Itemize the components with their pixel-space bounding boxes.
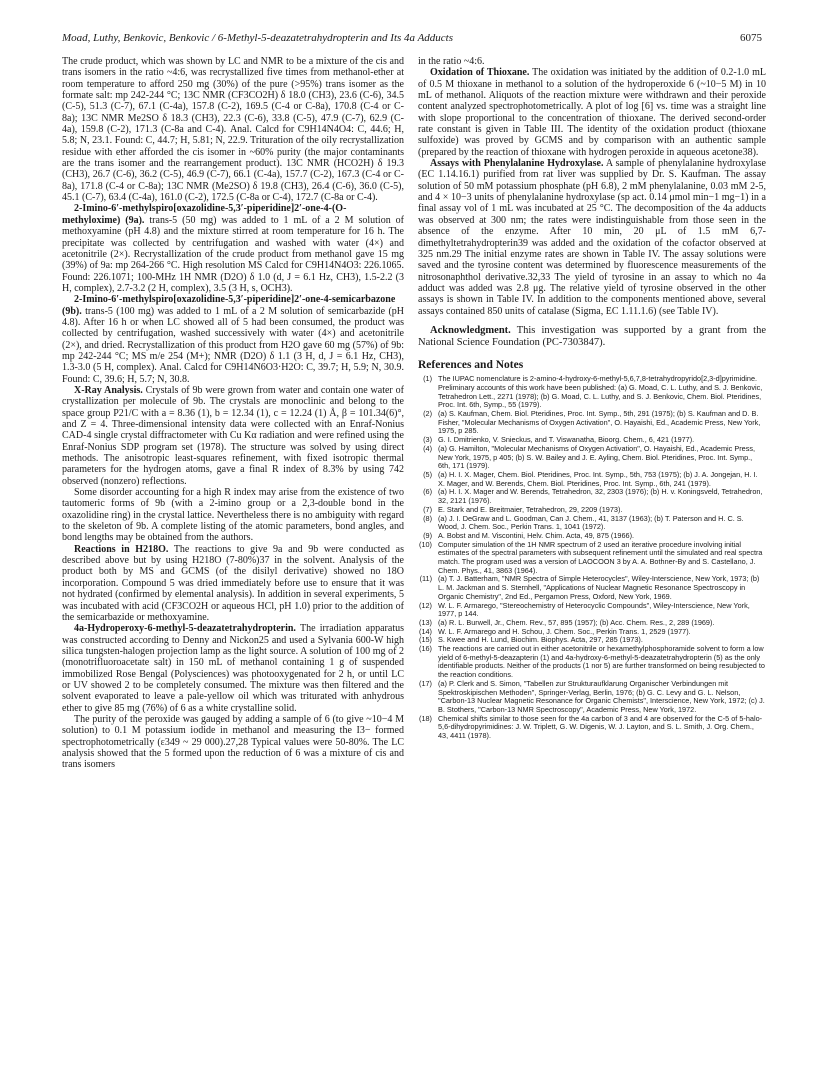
reference-item: (16) The reactions are carried out in either acetonitrile or hexamethylphosphoramide solvent to form a low yield of 6-methyl-5-deazapterin (1) and 4a-hydroxy-6-methyl-5-deazatetrahydropterin (5) as the only identifiable products. Neither of the products (1 nor 5) are further transformed on being resubjected to the reaction conditions. [419, 644, 765, 680]
paragraph: in the ratio ~4:6. [418, 56, 485, 67]
reference-item: (6) (a) H. I. X. Mager and W. Berends, Tetrahedron, 32, 2303 (1976); (b) H. v. Koningsveld, Tetrahedron, 32, 2121 (1976). [423, 487, 763, 506]
reference-item: (11) (a) T. J. Batterham, "NMR Spectra of Simple Heterocycles", Wiley-Interscience, New York, 1973; (b) L. M. Jackman and S. Sternhell, "Applications of Nuclear Magnetic Resonance Spectroscopy in Organic Chemistry", 2nd Ed., Pergamon Press, Oxford, New York, 1969. [419, 574, 760, 601]
reference-item: (14) W. L. F. Armarego and H. Schou, J. Chem. Soc., Perkin Trans. 1, 2529 (1977). [419, 626, 691, 636]
section-heading: 2-Imino-6′-methylspiro[oxazolidine-5,3′-piperidine]2′-one-4-(O-methyloxime) (9a). [62, 203, 347, 226]
section-heading: 2-Imino-6′-methylspiro[oxazolidine-5,3′-piperidine]2′-one-4-semicarbazone (9b). [62, 294, 396, 317]
reference-item: (4) (a) G. Hamilton, "Molecular Mechanisms of Oxygen Activation", O. Hayaishi, Ed., Academic Press, New York, 1975, p 405; (b) S. W. Bailey and J. E. Ayling, Chem. Biol. Pteridines, Proc. Int. Symp., 6th, 171 (1979). [423, 443, 756, 471]
reference-item: (10) Computer simulation of the 1H NMR spectrum of 2 used an iterative procedure involving initial estimates of the spectral parameters with subsequent refinement until the simulated and real spectra match. The program used was a version of LAOCOON 3 by A. A. Bothner-By and S. Castellano, J. Chem. Phys., 41, 3863 (1964). [419, 539, 763, 575]
page-header [62, 32, 762, 44]
references-list [418, 375, 766, 741]
paragraph: Some disorder accounting for a high R index may arise from the existence of two tautomeric forms of 9b (with a 2-imino group or a 2,3-double bond in the oxazolidine ring) in the crystal lattice. Nevertheless there is no ambiguity with regard to the skeleton of 9b. A complete listing of the atomic parameters, bond angles, and bond lengths may be obtained from the authors. [62, 487, 404, 544]
paragraph: The crude product, which was shown by LC and NMR to be a mixture of the cis and trans isomers in the ratio ~4:6, was recrystallized five times from methanol-ether at room temperature to afford 250 mg (30%) of the pure (>95%) trans isomer as the formate salt: mp 242-244 °C; 13C NMR (CF3CO2H) δ 18.0 (CH3), 23.6 (C-6), 34.5 (C-5), 51.3 (C-7), 67.1 (C-4a), 157.8 (C-2), 169.5 (C-4 or C-8a), 170.8 (C-4 or C-8a); 13C NMR Me2SO δ 18.3 (CH3), 22.3 (C-6), 33.8 (C-5), 47.9 (C-7), 62.9 (C-4a), 159.8 (C-2), 171.3 (C-8a and C-4). Anal. Calcd for C9H14N4O4: C, 44.6; H, 5.8; N, 23.1. Found: C, 44.7; H, 5.81; N, 22.9. Trituration of the oily recrystallization residue with ether afforded the cis isomer in ~60% purity (the major contaminants are the trans isomer and the rearrangement product). 13C NMR (HCO2H) δ 19.3 (CH3), 26.7 (C-6), 36.2 (C-5), 46.9 (C-7), 66.1 (C-4a), 157.7 (C-2), 167.3 (C-4 or C-8a), 171.8 (C-4 or C-8a); 13C NMR (Me2SO) δ 19.8 (CH3), 26.4 (C-6), 36.0 (C-5), 45.1 (C-7), 63.4 (C-4a), 161.0 (C-2), 172.5 (C-8a or C-4), 172.7 (C-8a or C-4). [62, 56, 404, 204]
paragraph: Reactions in H218O. The reactions to give 9a and 9b were conducted as described above but by using H218O (7-80%)37 in the solvent. Analysis of the product both by MS and GCMS (of the disilyl derivative) showed no 18O incorporation. Compound 5 was dried immediately before use to ensure that it was not hydrated (confirmed by elemental analysis). In addition in several experiments, 5 was incubated with acid (CF3CO2H or aqueous HCl, pH 1.0) prior to the addition of the semicarbazide or methoxyamine. [62, 543, 405, 623]
left-column [62, 56, 404, 771]
reference-item: (7) E. Stark and E. Breitmaier, Tetrahedron, 29, 2209 (1973). [423, 504, 623, 514]
reference-item: (8) (a) J. I. DeGraw and L. Goodman, Can J. Chem., 41, 3137 (1963); (b) T. Paterson and H. C. S. Wood, J. Chem. Soc., Perkin Trans. 1, 1041 (1972). [423, 513, 744, 532]
paragraph: 2-Imino-6′-methylspiro[oxazolidine-5,3′-piperidine]2′-one-4-(O-methyloxime) (9a). trans-5 (50 mg) was added to 1 mL of a 2 M solution of methoxyamine (pH 4.8) and the mixture stirred at room temperature for 16 h. The precipitate was collected by centrifugation and washed with water (4×) and acetonitrile (2×). Recrystallization of the crude product from methanol gave 15 mg (39%) of 9a: mp 264-266 °C. High resolution MS Calcd for C9H14N4O3: 226.1065. Found: 226.1071; 100-MHz 1H NMR (D2O) δ 1.0 (d, J = 6.1 Hz, CH3), 1.5-2.2 (3 H, complex), 2.7-3.2 (2 H, complex), 3.5 (3 H, s, OCH3). [62, 203, 404, 294]
section-heading: Reactions in H218O. [74, 543, 169, 555]
paragraph: Assays with Phenylalanine Hydroxylase. A sample of phenylalanine hydroxylase (EC 1.14.16.1) purified from rat liver was supplied by Dr. S. Kaufman. The assay solution of 50 mM potassium phosphate (pH 6.8), 2 mM phenylalanine, 0.03 mM 2-5, and 4 × 10−3 units of phenylalanine hydroxylase (sp act. 0.14 μmol min−1 mg−1) in a final assay vol of 1 mL was incubated at 25 °C. The decomposition of the 4a adducts was observed at 300 nm; the rates were indistinguishable from those seen in the absence of the enzyme. After 10 min, 20 μL of 1.5 mM 6,7-dimethyltetrahydropterin39 was added and the oxidation of the cofactor observed at 325 nm.29 The initial enzyme rates are shown in Table IV. The assay solutions were saved and the tyrosine content was determined by fluorescence measurements of the nitrosonaphthol derivative.32,33 The yield of tyrosine in an assay to which no 4a adduct was added was 2.8 μg. The relative yield of tyrosine observed in the other assays is shown in Table IV. In addition to the components mentioned above, several assays contained 850 units of catalase (Sigma, EC 1.11.1.6) (see Table IV). [418, 158, 766, 317]
right-column [418, 56, 766, 741]
section-heading: Oxidation of Thioxane. [430, 67, 530, 79]
reference-item: (15) S. Kwee and H. Lund, Biochim. Biophys. Acta, 297, 285 (1973). [419, 635, 643, 645]
section-heading: X-Ray Analysis. [74, 384, 143, 396]
paragraph: X-Ray Analysis. Crystals of 9b were grown from water and contain one water of crystallization per molecule of 9b. The crystals are monoclinic and belong to the space group P21/C with a = 8.36 (1), b = 12.34 (1), c = 12.24 (1) Å, β = 101.34(6)°, and Z = 4. Three-dimensional intensity data were collected with an Enraf-Nonius CAD-4 single crystal diffractometer with Cu Kα radiation and were refined using the Enraf-Nonius SDP program set (1978). The structure was solved by using direct methods. The anisotropic least-squares refinement, with fixed isotropic thermal parameters for the hydrogen atoms, gave a final R index of 8.3% by using 742 observed (nonzero) reflections. [62, 384, 404, 487]
references-heading: References and Notes [418, 358, 524, 371]
reference-item: (18) Chemical shifts similar to those seen for the 4a carbon of 3 and 4 are observed for the C-5 of 5-halo-5,6-dihydropyrimidines: J. W. Triplett, G. W. Digenis, W. J. Layton, and S. L. Smith, J. Org. Chem., 43, 4411 (1978). [419, 713, 763, 741]
running-head: Moad, Luthy, Benkovic, Benkovic / 6-Methyl-5-deazatetrahydropterin and Its 4a Adducts [62, 32, 454, 44]
paragraph: 4a-Hydroperoxy-6-methyl-5-deazatetrahydropterin. The irradiation apparatus was constructed according to Denny and Nickon25 and used a Sylvania 600-W high silica tungsten-halogen projection lamp as the light source. A solution of 100 mg of 2 (monotrifluoroacetate salt) in 150 mL of methanol containing 1 g of suspended immobilized Rose Bengal (Polysciences) was photooxygenated for 2 h, or until LC or UV showed 2 to be completely consumed. The mixture was then filtered and the solvent evaporated to leave a pale-yellow oil which was triturated with anhydrous ether to give 85 mg (76%) of 6 as a white crystalline solid. [62, 623, 404, 714]
section-heading: 4a-Hydroperoxy-6-methyl-5-deazatetrahydropterin. [74, 623, 296, 635]
reference-item: (2) (a) S. Kaufman, Chem. Biol. Pteridines, Proc. Int. Symp., 5th, 291 (1975); (b) S. Kaufman and D. B. Fisher, "Molecular Mechanisms of Oxygen Activation", O. Hayaishi, Ed., Academic Press, New York, 1975, p 285. [423, 409, 761, 436]
acknowledgment-heading: Acknowledgment. [430, 324, 511, 336]
reference-item: (12) W. L. F. Armarego, "Stereochemistry of Heterocyclic Compounds", Wiley-Interscience, New York, 1977, p 144. [419, 600, 750, 619]
acknowledgment: Acknowledgment. This investigation was supported by a grant from the National Science Foundation (PC-7303847). [418, 324, 766, 349]
reference-item: (13) (a) R. L. Burwell, Jr., Chem. Rev., 57, 895 (1957); (b) Acc. Chem. Res., 2, 289 (1969). [419, 617, 715, 627]
reference-item: (17) (a) P. Clerk and S. Simon, "Tabellen zur Strukturaufklarung Organischer Verbindungen mit Spektroskipischen Methoden", Springer-Verlag, Berlin, 1976; (b) G. C. Levy and G. L. Nelson, "Carbon-13 Nuclear Magnetic Resonance for Organic Chemists", Interscience, New York, 1972; (c) J. B. Stothers, "Carbon-13 NMR Spectroscopy", Academic Press, New York, 1972. [419, 678, 765, 714]
page-number: 6075 [740, 32, 762, 44]
paragraph: Oxidation of Thioxane. The oxidation was initiated by the addition of 0.2-1.0 mL of 0.5 M thioxane in methanol to a solution of the hydroperoxide 6 (~10−5 M) in 10 mL of methanol. Aliquots of the reaction mixture were withdrawn and their peroxide content analyzed spectrophotometrically. A plot of log [6] vs. time was a straight line with slope proportional to the concentration of thioxane. The derived second-order rate constant is given in Table III. The identity of the oxidation product (thioxane sulfoxide) was proved by GCMS and by comparison with an authentic sample (prepared by the reaction of thioxane with hydrogen peroxide in aqueous acetone38). [418, 67, 766, 158]
reference-item: (1) The IUPAC nomenclature is 2-amino-4-hydroxy-6-methyl-5,6,7,8-tetrahydropyrido[2,3-d]pyrimidine. Preliminary accounts of this work have been published: (a) G. Moad, C. L. Luthy, and S. J. Benkovic, Tetrahedron Lett., 2271 (1978); (b) G. Moad, C. L. Luthy, and S. J. Benkovic, Chem. Biol. Pteridines, Proc. Int. 6th, Symp., 55 (1979). [423, 374, 763, 410]
reference-item: (3) G. I. Dmitrienko, V. Snieckus, and T. Viswanatha, Bioorg. Chem., 6, 421 (1977). [423, 435, 695, 445]
reference-item: (9) A. Bobst and M. Viscontini, Helv. Chim. Acta, 49, 875 (1966). [423, 530, 635, 540]
paragraph: 2-Imino-6′-methylspiro[oxazolidine-5,3′-piperidine]2′-one-4-semicarbazone (9b). trans-5 (100 mg) was added to 1 mL of a 2 M solution of semicarbazide (pH 4.8). After 16 h or when LC showed all of 5 had been consumed, the product was collected by centrifugation, washed successively with water (4×) and acetonitrile (2×), and dried. Recrystallization of this product from H2O gave 60 mg (57%) of 9b: mp 242-244 °C; MS m/e 254 (M+); NMR (D2O) δ 1.1 (3 H, d, J = 6.1 Hz, CH3), 1.3-3.0 (5 H, complex). Anal. Calcd for C9H14N6O3·H2O: C, 39.7; H, 5.9; N, 30.9. Found: C, 39.6; H, 5.7; N, 30.8. [62, 294, 404, 385]
section-heading: Assays with Phenylalanine Hydroxylase. [430, 158, 604, 170]
paragraph: The purity of the peroxide was gauged by adding a sample of 6 (to give ~10−4 M solution) to 0.1 M potassium iodide in methanol and measuring the I3− formed spectrophotometrically (ε349 ~ 29 000).27,28 Typical values were 50-80%. The LC analysis showed that the 5 formed upon the reduction of 6 was a mixture of cis and trans isomers [62, 713, 404, 771]
reference-item: (5) (a) H. I. X. Mager, Chem. Biol. Pteridines, Proc. Int. Symp., 5th, 753 (1975); (b) J. A. Jongejan, H. I. X. Mager, and W. Berends, Chem. Biol. Pteridines, Proc. Int. Symp., 6th, 241 (1979). [423, 469, 758, 488]
